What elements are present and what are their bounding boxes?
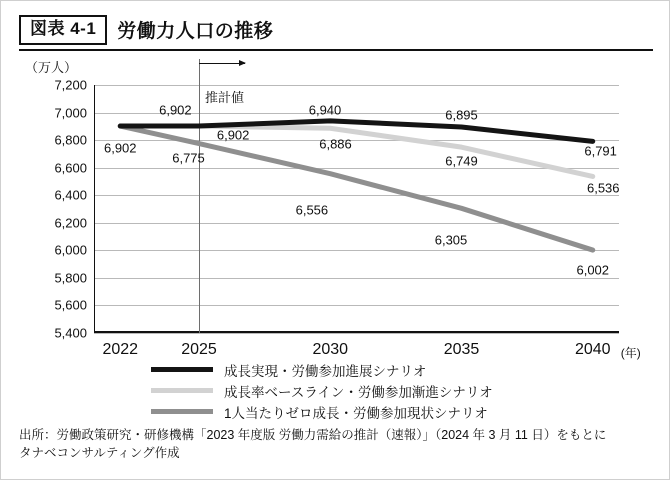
y-tick-label: 7,000 — [54, 105, 87, 121]
legend-item — [151, 401, 621, 422]
estimate-label: 推計値 — [205, 90, 245, 105]
chart-legend — [151, 359, 621, 422]
data-label: 6,886 — [319, 136, 352, 152]
x-tick-label: 2035 — [443, 341, 480, 358]
legend-item — [151, 359, 621, 380]
source-note — [19, 426, 655, 462]
figure-number-badge: 図表 4-1 — [19, 15, 107, 45]
source-line-1: 出所：労働政策研究・研修機構「2023 年度版 労働力需給の推計（速報）」（2024 年 3 月 11 日）をもとに — [19, 428, 607, 442]
legend-swatch — [151, 367, 213, 372]
legend-swatch — [151, 409, 213, 414]
title-divider — [19, 49, 653, 51]
series-line — [120, 126, 593, 250]
y-tick-label: 5,400 — [54, 325, 87, 341]
figure-title: 労働力人口の推移 — [117, 21, 274, 43]
x-tick-label: 2025 — [181, 341, 217, 358]
series-lines — [94, 85, 619, 333]
figure-header — [19, 15, 273, 45]
data-label: 6,791 — [584, 143, 617, 159]
y-tick-label: 5,600 — [54, 297, 87, 313]
y-tick-label: 6,600 — [54, 160, 87, 176]
y-tick-label: 5,800 — [54, 270, 87, 286]
data-label: 6,556 — [295, 202, 329, 218]
legend-item — [151, 380, 621, 401]
x-tick-label: 2022 — [102, 341, 139, 358]
y-tick-label: 6,400 — [54, 187, 87, 203]
data-label: 6,895 — [445, 107, 478, 123]
data-label: 6,902 — [103, 140, 137, 156]
y-tick-label: 6,200 — [54, 215, 87, 231]
data-label: 6,305 — [434, 232, 468, 248]
gridline — [94, 333, 619, 334]
data-label: 6,536 — [586, 180, 620, 196]
legend-swatch — [151, 388, 213, 393]
x-tick-label: 2030 — [312, 341, 349, 358]
legend-label: 1人当たりゼロ成長・労働参加現状シナリオ — [224, 405, 488, 421]
y-tick-label: 6,800 — [54, 132, 87, 148]
legend-label: 成長率ベースライン・労働参加漸進シナリオ — [224, 384, 493, 400]
data-label: 6,902 — [159, 102, 192, 118]
data-label: 6,902 — [216, 127, 250, 143]
y-tick-label: 6,000 — [54, 242, 87, 258]
source-line-2: タナベコンサルティング作成 — [19, 446, 180, 461]
legend-label: 成長実現・労働参加進展シナリオ — [224, 363, 427, 379]
y-axis-unit-label: （万人） — [25, 60, 78, 75]
estimate-arrow-icon — [199, 63, 245, 64]
data-label: 6,940 — [308, 102, 342, 118]
data-label: 6,749 — [445, 153, 478, 169]
y-tick-label: 7,200 — [54, 77, 87, 93]
chart-plot-area — [54, 77, 641, 360]
data-label: 6,775 — [172, 150, 205, 166]
data-label: 6,002 — [576, 262, 610, 278]
x-axis-unit-label: (年) — [620, 346, 641, 360]
x-tick-label: 2040 — [574, 341, 611, 358]
